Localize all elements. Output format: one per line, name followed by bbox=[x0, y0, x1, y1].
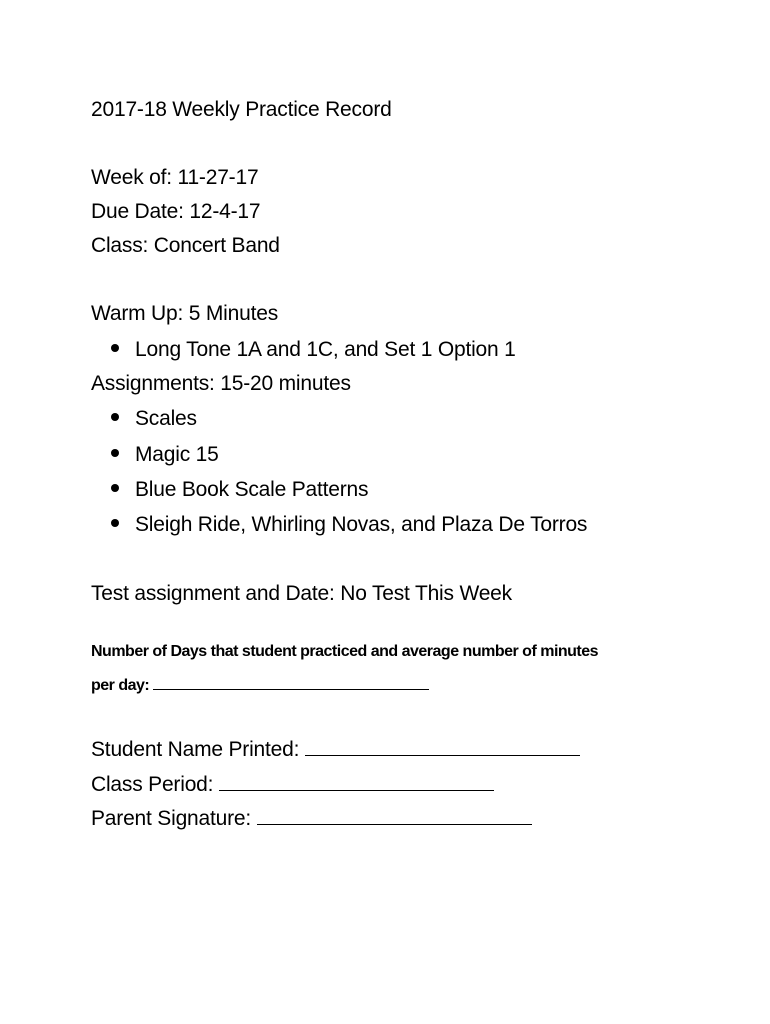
assignment-item-text: Scales bbox=[135, 407, 197, 430]
warm-up-item-text: Long Tone 1A and 1C, and Set 1 Option 1 bbox=[135, 338, 516, 361]
assignments-heading: Assignments: 15-20 minutes bbox=[91, 372, 351, 395]
practice-days-label: per day: bbox=[91, 677, 150, 694]
student-name-blank[interactable] bbox=[305, 737, 580, 756]
student-name-label: Student Name Printed: bbox=[91, 738, 300, 761]
due-date-line: Due Date: 12-4-17 bbox=[91, 200, 261, 223]
student-name-line bbox=[91, 736, 580, 764]
warm-up-heading: Warm Up: 5 Minutes bbox=[91, 302, 278, 325]
class-line: Class: Concert Band bbox=[91, 234, 280, 257]
parent-signature-blank[interactable] bbox=[257, 806, 532, 825]
class-period-blank[interactable] bbox=[219, 772, 494, 791]
bullet-icon bbox=[111, 484, 119, 492]
assignment-item bbox=[111, 511, 587, 539]
class-period-label: Class Period: bbox=[91, 773, 214, 796]
assignment-item-text: Blue Book Scale Patterns bbox=[135, 478, 369, 501]
bullet-icon bbox=[111, 413, 119, 421]
parent-signature-line bbox=[91, 805, 532, 833]
bullet-icon bbox=[111, 519, 119, 527]
assignment-item-text: Magic 15 bbox=[135, 443, 219, 466]
practice-days-line-1: Number of Days that student practiced and average number of minutes bbox=[91, 643, 599, 660]
practice-days-blank[interactable] bbox=[153, 675, 429, 690]
warm-up-item bbox=[111, 336, 516, 364]
assignment-item-text: Sleigh Ride, Whirling Novas, and Plaza De Torros bbox=[135, 513, 588, 536]
bullet-icon bbox=[111, 344, 119, 352]
class-period-line bbox=[91, 771, 494, 799]
page-title: 2017-18 Weekly Practice Record bbox=[91, 98, 392, 121]
practice-days-line-2 bbox=[91, 675, 429, 697]
assignment-item bbox=[111, 476, 368, 504]
parent-signature-label: Parent Signature: bbox=[91, 807, 252, 830]
assignment-item bbox=[111, 441, 219, 469]
bullet-icon bbox=[111, 449, 119, 457]
test-line: Test assignment and Date: No Test This Week bbox=[91, 582, 512, 605]
assignment-item bbox=[111, 405, 197, 433]
week-of-line: Week of: 11-27-17 bbox=[91, 166, 259, 189]
